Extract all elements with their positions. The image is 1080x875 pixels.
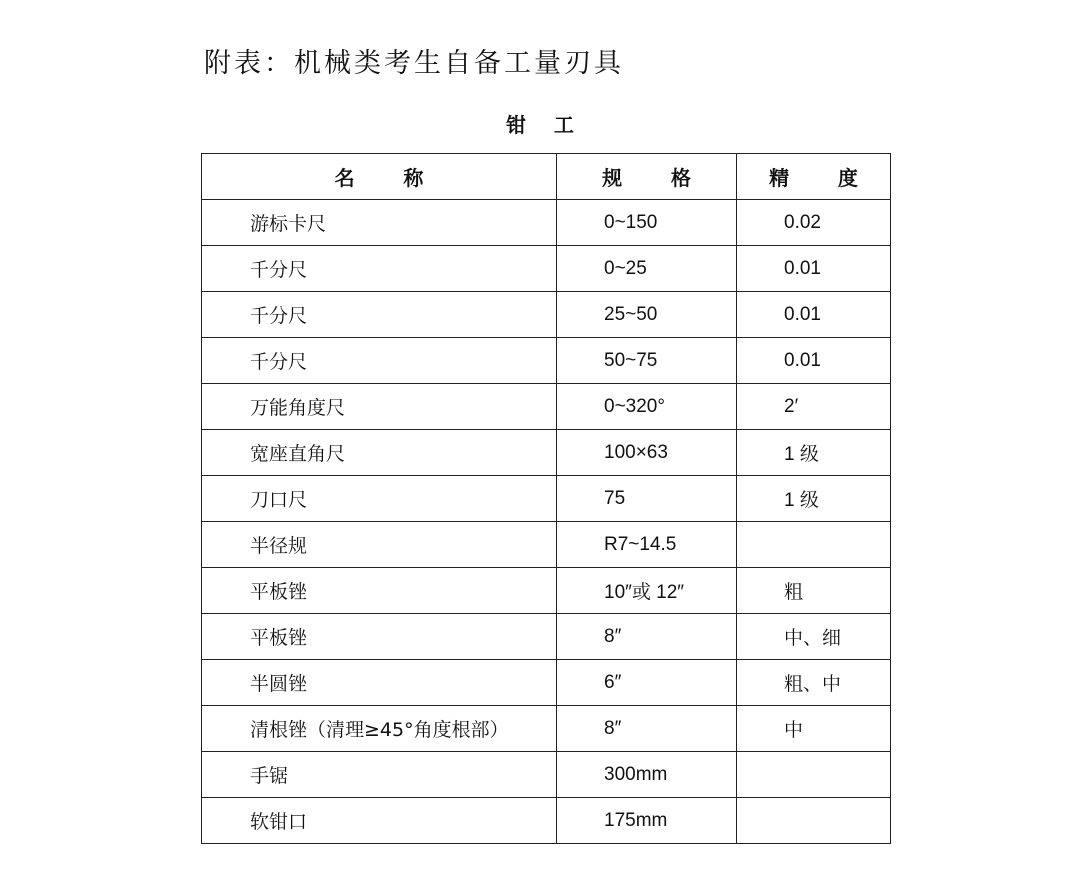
cell-name: 手锯 <box>202 752 557 798</box>
table-body <box>202 200 891 844</box>
cell-spec: 8″ <box>557 614 737 660</box>
table-row <box>202 200 891 246</box>
header-name: 名 称 <box>202 154 557 200</box>
table-row <box>202 338 891 384</box>
table-row <box>202 522 891 568</box>
cell-spec: 25~50 <box>557 292 737 338</box>
cell-spec: 0~150 <box>557 200 737 246</box>
table-row <box>202 568 891 614</box>
cell-name: 半圆锉 <box>202 660 557 706</box>
cell-name: 千分尺 <box>202 338 557 384</box>
cell-spec: 6″ <box>557 660 737 706</box>
header-spec: 规 格 <box>557 154 737 200</box>
cell-name: 千分尺 <box>202 246 557 292</box>
cell-name: 宽座直角尺 <box>202 430 557 476</box>
cell-precision: 0.01 <box>737 292 891 338</box>
tools-table <box>201 153 891 844</box>
cell-name: 千分尺 <box>202 292 557 338</box>
cell-spec: 0~320° <box>557 384 737 430</box>
table-header-row <box>202 154 891 200</box>
cell-precision: 粗 <box>737 568 891 614</box>
table-row <box>202 476 891 522</box>
cell-precision: 粗、中 <box>737 660 891 706</box>
cell-name: 万能角度尺 <box>202 384 557 430</box>
table-row <box>202 660 891 706</box>
cell-precision: 0.02 <box>737 200 891 246</box>
table-row <box>202 246 891 292</box>
cell-name: 刀口尺 <box>202 476 557 522</box>
cell-name: 半径规 <box>202 522 557 568</box>
cell-name: 平板锉 <box>202 568 557 614</box>
table-row <box>202 706 891 752</box>
cell-spec: 0~25 <box>557 246 737 292</box>
cell-spec: 10″或 12″ <box>557 568 737 614</box>
table-row <box>202 384 891 430</box>
cell-precision: 2′ <box>737 384 891 430</box>
cell-precision: 中、细 <box>737 614 891 660</box>
cell-precision <box>737 798 891 844</box>
section-title: 钳 工 <box>506 113 574 137</box>
table-row <box>202 798 891 844</box>
table-row <box>202 292 891 338</box>
cell-spec: 50~75 <box>557 338 737 384</box>
cell-precision <box>737 522 891 568</box>
cell-precision: 0.01 <box>737 338 891 384</box>
cell-spec: 175mm <box>557 798 737 844</box>
table-row <box>202 614 891 660</box>
table-row <box>202 430 891 476</box>
cell-name: 软钳口 <box>202 798 557 844</box>
cell-name: 游标卡尺 <box>202 200 557 246</box>
cell-name: 平板锉 <box>202 614 557 660</box>
cell-precision: 0.01 <box>737 246 891 292</box>
cell-spec: 100×63 <box>557 430 737 476</box>
cell-spec: 300mm <box>557 752 737 798</box>
cell-spec: R7~14.5 <box>557 522 737 568</box>
cell-spec: 75 <box>557 476 737 522</box>
cell-precision: 中 <box>737 706 891 752</box>
cell-precision: 1 级 <box>737 430 891 476</box>
document-title: 附表：机械类考生自备工量刃具 <box>204 48 624 79</box>
table-row <box>202 752 891 798</box>
cell-precision <box>737 752 891 798</box>
cell-spec: 8″ <box>557 706 737 752</box>
header-precision: 精 度 <box>737 154 891 200</box>
cell-precision: 1 级 <box>737 476 891 522</box>
cell-name: 清根锉（清理≥45°角度根部） <box>202 706 557 752</box>
